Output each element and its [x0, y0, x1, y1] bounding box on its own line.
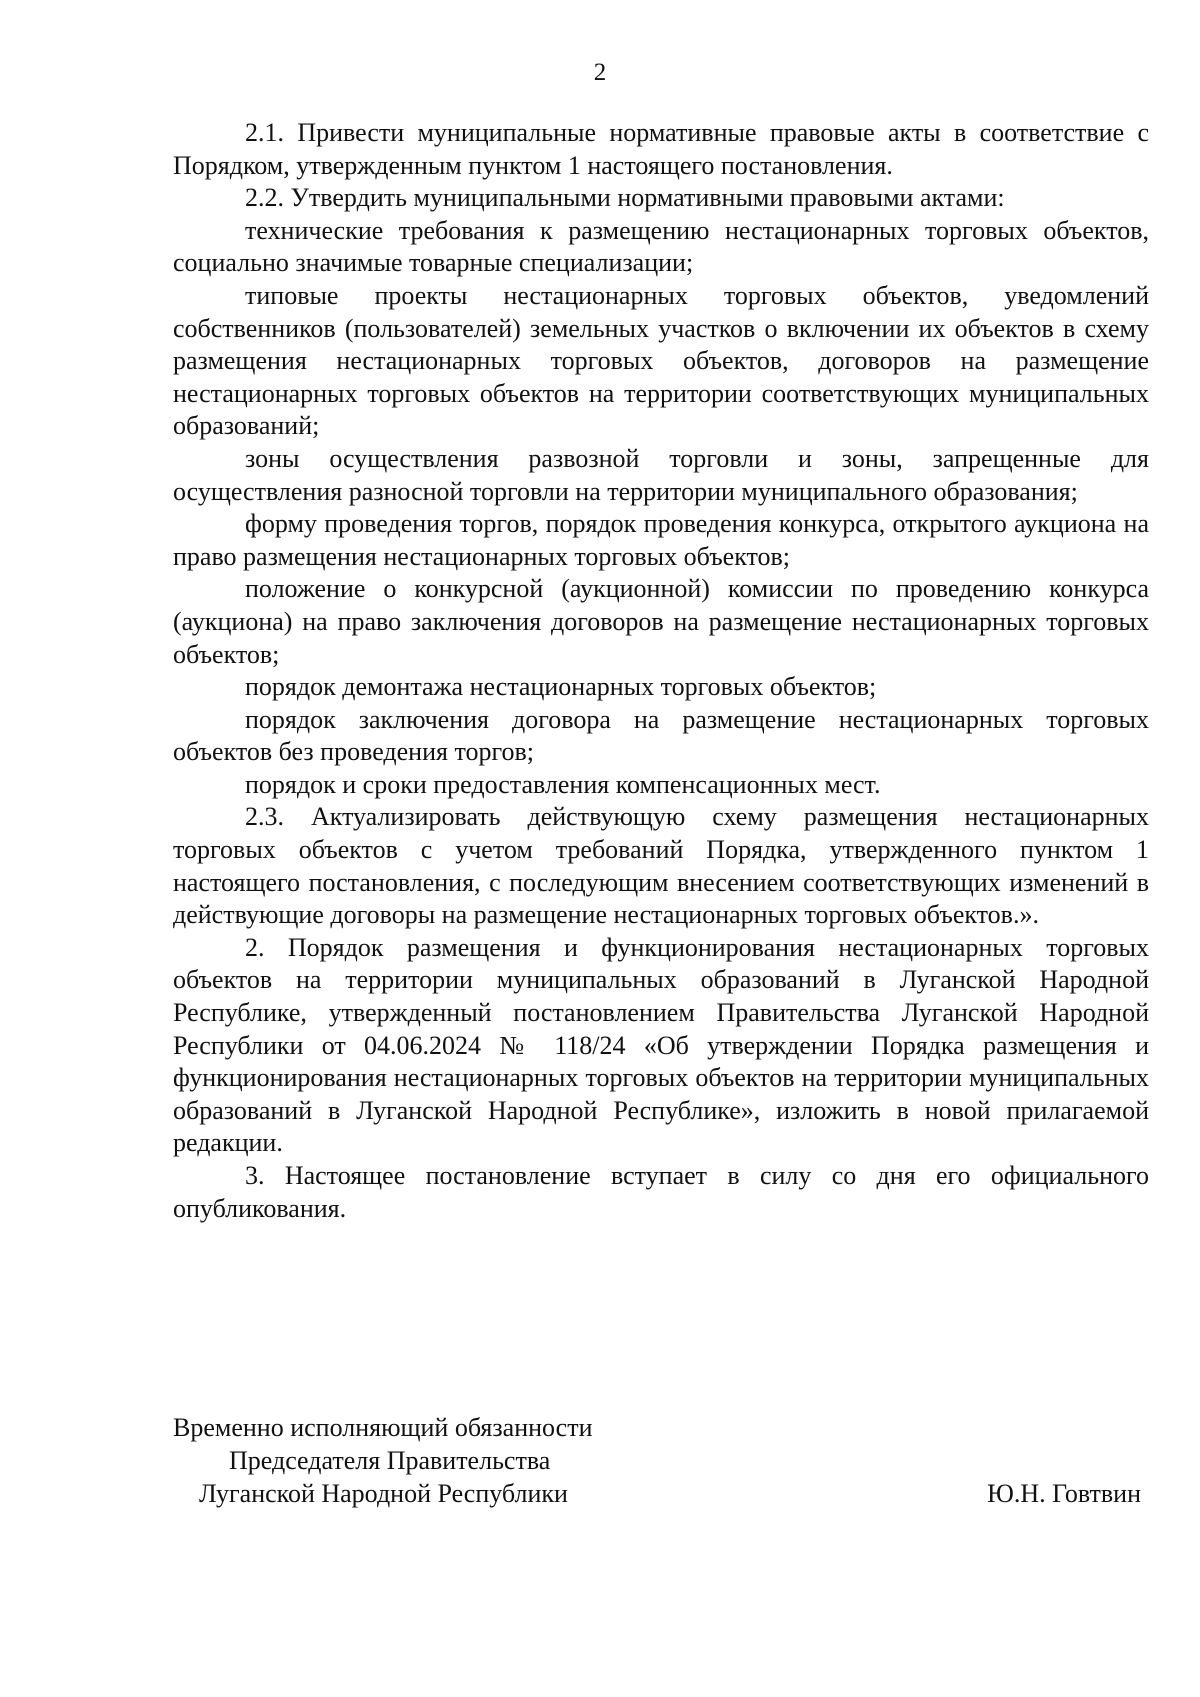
paragraph-2-1: 2.1. Привести муниципальные нормативные правовые акты в соответствие с Порядком, утвержденным пунктом 1 настоящего постановления.	[173, 118, 1149, 180]
signatory-name: Ю.Н. Говтвин	[987, 1479, 1141, 1508]
list-item-auction-form: форму проведения торгов, порядок проведения конкурса, открытого аукциона на право размещения нестационарных торговых объектов;	[173, 509, 1149, 571]
paragraph-2-2: 2.2. Утвердить муниципальными нормативными правовыми актами:	[245, 183, 1005, 213]
paragraph-2: 2. Порядок размещения и функционирования нестационарных торговых объектов на территории муниципальных образований в Луганской Народной Республике, утвержденный постановлением Правительства Луганской Народной Республики от 04.06.2024 № 118/24 «Об утверждении Порядка размещения и функционирования нестационарных торговых объектов на территории муниципальных образований в Луганской Народной Республике», изложить в новой прилагаемой редакции.	[173, 932, 1149, 1158]
paragraph-2-3: 2.3. Актуализировать действующую схему размещения нестационарных торговых объектов с учетом требований Порядка, утвержденного пунктом 1 настоящего постановления, с последующим внесением соответствующих изменений в действующие договоры на размещение нестационарных торговых объектов.».	[173, 802, 1149, 930]
list-item-trade-zones: зоны осуществления развозной торговли и зоны, запрещенные для осуществления разносной торговли на территории муниципального образования;	[173, 443, 1149, 506]
signatory-position-line-2: Председателя Правительства	[229, 1446, 551, 1475]
list-item-dismantling-order: порядок демонтажа нестационарных торговых объектов;	[245, 672, 877, 702]
page-number: 2	[593, 59, 607, 86]
list-item-compensation-places: порядок и сроки предоставления компенсационных мест.	[245, 769, 881, 799]
list-item-typical-projects: типовые проекты нестационарных торговых объектов, уведомлений собственников (пользователей) земельных участков о включении их объектов в схему размещения нестационарных торговых объектов, договоров на размещение нестационарных торговых объектов на территории соответствующих муниципальных образований;	[173, 280, 1149, 441]
list-item-technical-requirements: технические требования к размещению нестационарных торговых объектов, социально значимые товарные специализации;	[173, 215, 1149, 278]
signatory-position-line-1: Временно исполняющий обязанности	[173, 1413, 593, 1442]
paragraph-3: 3. Настоящее постановление вступает в силу со дня его официального опубликования.	[173, 1161, 1149, 1223]
list-item-contract-without-auction: порядок заключения договора на размещение нестационарных торговых объектов без проведения торгов;	[173, 704, 1149, 767]
signatory-position-line-3: Луганской Народной Республики	[199, 1479, 568, 1508]
signature-block	[173, 1411, 1149, 1510]
list-item-commission-regulation: положение о конкурсной (аукционной) комиссии по проведению конкурса (аукциона) на право заключения договоров на размещение нестационарных торговых объектов;	[173, 574, 1149, 669]
document-body	[173, 117, 1149, 1225]
